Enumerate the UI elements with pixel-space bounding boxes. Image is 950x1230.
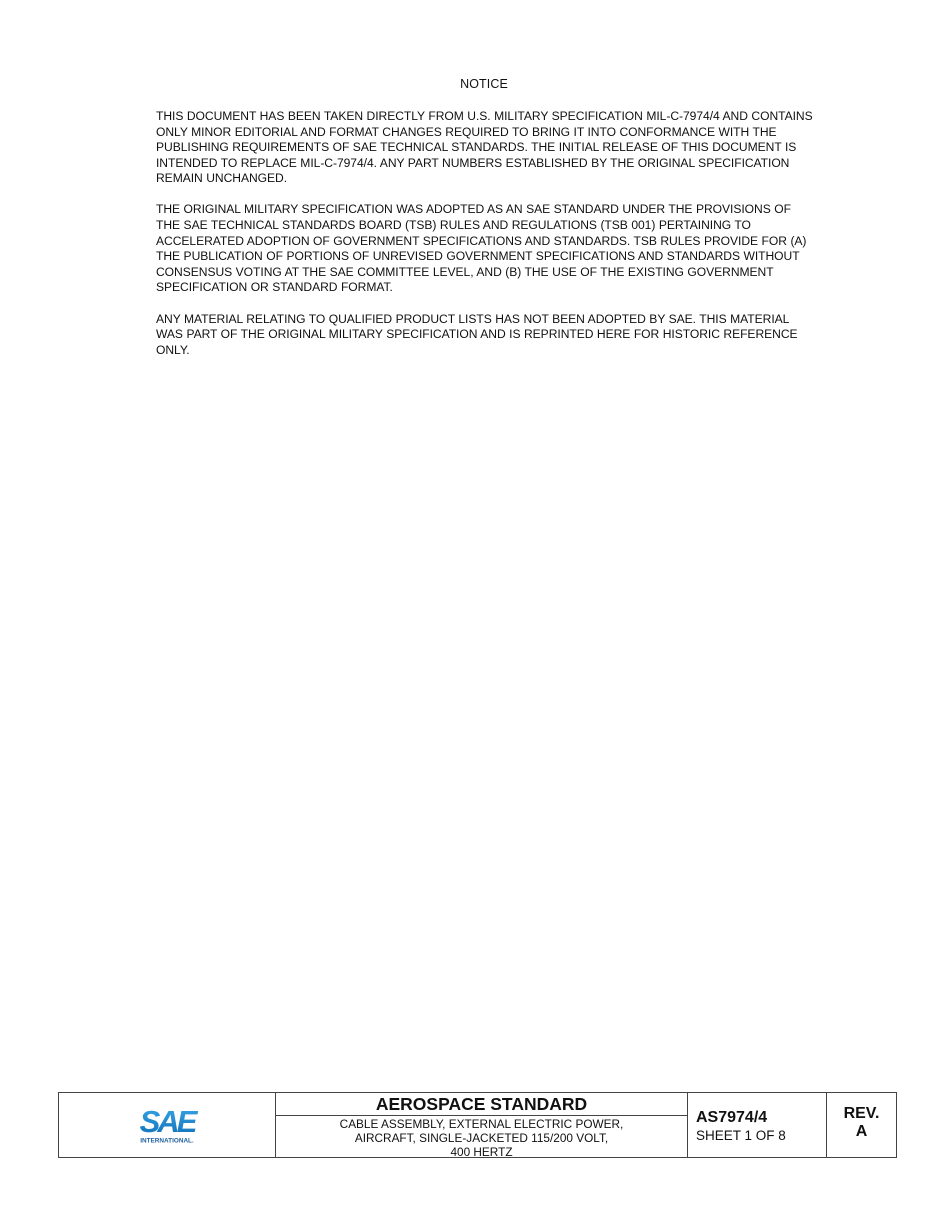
revision-label: REV. [843, 1105, 880, 1122]
sheet-number: SHEET 1 OF 8 [696, 1128, 786, 1143]
notice-paragraph: ANY MATERIAL RELATING TO QUALIFIED PRODUCT LISTS HAS NOT BEEN ADOPTED BY SAE. THIS MATERIAL WAS PART OF THE ORIGINAL MILITARY SPECIFICATION AND IS REPRINTED HERE FOR HISTORIC REFERENCE ONLY. [156, 311, 798, 357]
sae-logo-icon [135, 1104, 199, 1146]
revision-cell [827, 1093, 896, 1157]
description-line: 400 HERTZ [450, 1145, 513, 1159]
description-line: CABLE ASSEMBLY, EXTERNAL ELECTRIC POWER, [339, 1117, 624, 1131]
title-cell [276, 1093, 688, 1157]
revision-value: A [855, 1123, 868, 1140]
document-number-cell [688, 1093, 827, 1157]
sae-logo [135, 1104, 199, 1146]
title-block [58, 1092, 897, 1158]
notice-paragraph: THIS DOCUMENT HAS BEEN TAKEN DIRECTLY FROM U.S. MILITARY SPECIFICATION MIL-C-7974/4 AND CONTAINS ONLY MINOR EDITORIAL AND FORMAT CHANGES REQUIRED TO BRING IT INTO CONFORMANCE WITH THE PUBLISHING REQUIREMENTS OF SAE TECHNICAL STANDARDS. THE INITIAL RELEASE OF THIS DOCUMENT IS INTENDED TO REPLACE MIL-C-7974/4. ANY PART NUMBERS ESTABLISHED BY THE ORIGINAL SPECIFICATION REMAIN UNCHANGED. [156, 109, 813, 186]
notice-body [156, 109, 816, 374]
standard-description [276, 1116, 687, 1159]
notice-title: NOTICE [460, 77, 508, 91]
logo-cell [59, 1093, 276, 1157]
sae-logo-subtext: INTERNATIONAL. [140, 1137, 194, 1145]
notice-paragraph: THE ORIGINAL MILITARY SPECIFICATION WAS ADOPTED AS AN SAE STANDARD UNDER THE PROVISIONS OF THE SAE TECHNICAL STANDARDS BOARD (TSB) RULES AND REGULATIONS (TSB 001) PERTAINING TO ACCELERATED ADOPTION OF GOVERNMENT SPECIFICATIONS AND STANDARDS. TSB RULES PROVIDE FOR (A) THE PUBLICATION OF PORTIONS OF UNREVISED GOVERNMENT SPECIFICATIONS AND STANDARDS WITHOUT CONSENSUS VOTING AT THE SAE COMMITTEE LEVEL, AND (B) THE USE OF THE EXISTING GOVERNMENT SPECIFICATION OR STANDARD FORMAT. [156, 202, 807, 295]
revision [827, 1105, 896, 1141]
sae-logo-mark: SAE [139, 1104, 195, 1139]
standard-heading: AEROSPACE STANDARD [276, 1093, 687, 1116]
document-number: AS7974/4 [696, 1109, 768, 1126]
description-line: AIRCRAFT, SINGLE-JACKETED 115/200 VOLT, [354, 1131, 609, 1145]
